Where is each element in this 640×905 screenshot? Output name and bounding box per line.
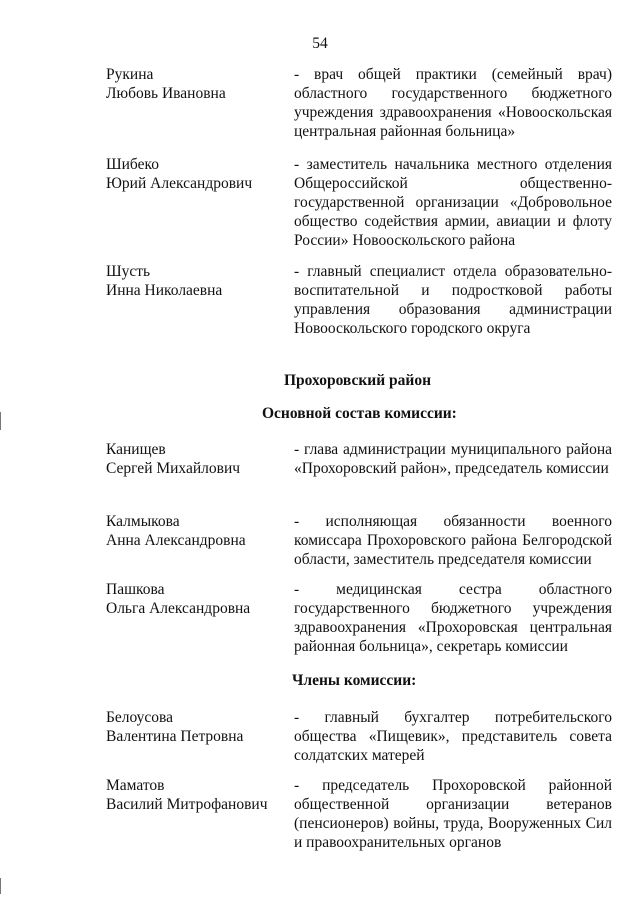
person-given-name: Ольга Александровна	[106, 600, 251, 617]
person-given-name: Любовь Ивановна	[106, 85, 226, 102]
person-surname: Рукина	[106, 66, 154, 83]
person-role: - главный специалист отдела образовательно-воспитательной и подростковой работы управления образования администрации Новооскольского городского округа	[294, 263, 612, 337]
person-given-name: Сергей Михайлович	[106, 460, 241, 477]
person-given-name: Анна Александровна	[106, 532, 246, 549]
person-surname: Пашкова	[106, 581, 165, 598]
person-role: - медицинская сестра областного государственного бюджетного учреждения здравоохранения «Прохоровская центральная районная больница», секретарь комиссии	[294, 581, 612, 655]
person-given-name: Валентина Петровна	[106, 728, 244, 745]
district-heading	[0, 371, 640, 390]
person-role: - врач общей практики (семейный врач) областного государственного бюджетного учреждения здравоохранения «Новооскольская центральная районная больница»	[294, 66, 612, 140]
person-role: - заместитель начальника местного отделения Общероссийской общественно-государственной организации «Добровольное общество содействия армии, авиации и флоту России» Новооскольского района	[294, 156, 612, 249]
person-name	[106, 440, 286, 478]
person-name	[106, 512, 286, 550]
person-surname: Шибеко	[106, 156, 159, 173]
person-given-name: Юрий Александрович	[106, 175, 253, 192]
person-surname: Маматов	[106, 777, 165, 794]
person-role: - глава администрации муниципального района «Прохоровский район», председатель комиссии	[294, 441, 612, 477]
person-surname: Шусть	[106, 263, 151, 280]
person-surname: Белоусова	[106, 709, 174, 726]
person-role: - исполняющая обязанности военного комиссара Прохоровского района Белгородской области, заместитель председателя комиссии	[294, 513, 612, 568]
person-role: - председатель Прохоровской районной общественной организации ветеранов (пенсионеров) войны, труда, Вооруженных Сил и правоохранительных органов	[294, 777, 612, 851]
main-composition-heading	[0, 404, 640, 423]
person-surname: Канищев	[106, 441, 166, 458]
district-heading-text: Прохоровский район	[284, 372, 432, 389]
page-number: 54	[312, 35, 328, 52]
person-name	[106, 776, 286, 814]
person-name	[106, 580, 286, 618]
scan-edge-mark	[0, 412, 1, 430]
person-surname: Калмыкова	[106, 513, 180, 530]
person-name	[106, 65, 286, 103]
person-role: - главный бухгалтер потребительского общества «Пищевик», представитель совета солдатских матерей	[294, 709, 612, 764]
main-composition-heading-text: Основной состав комиссии:	[262, 405, 457, 422]
members-heading	[0, 671, 640, 690]
scan-edge-mark	[0, 878, 1, 894]
members-heading-text: Члены комиссии:	[292, 672, 417, 689]
person-given-name: Инна Николаевна	[106, 282, 223, 299]
person-given-name: Василий Митрофанович	[106, 796, 268, 813]
person-name	[106, 708, 286, 746]
person-name	[106, 262, 286, 300]
person-name	[106, 155, 286, 193]
